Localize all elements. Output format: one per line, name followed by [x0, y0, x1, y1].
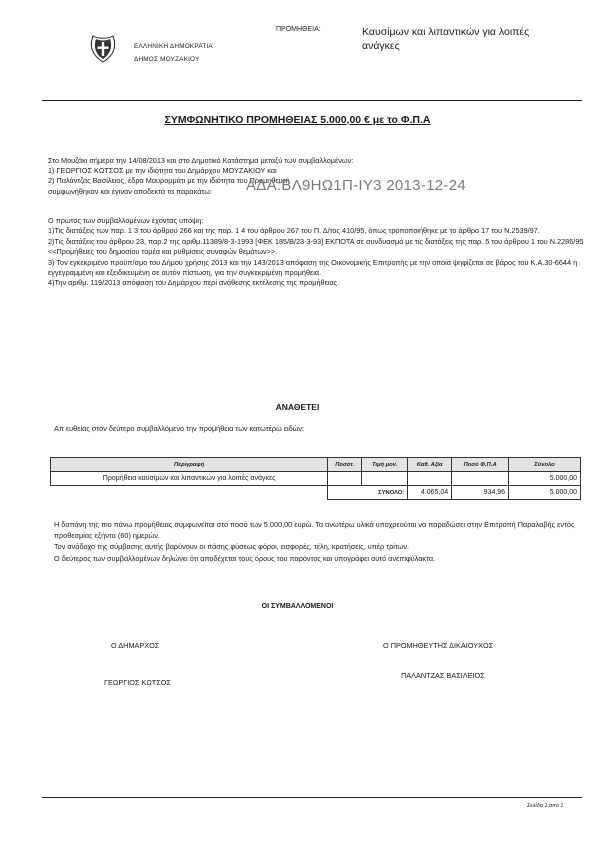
- item-unit-price: [362, 472, 408, 486]
- procurement-label: ΠΡΟΜΗΘΕΙΑ:: [276, 26, 321, 33]
- mayor-role: Ο ΔΗΜΑΡΧΟΣ: [111, 641, 160, 650]
- terms-line: 1)Τις διατάξεις των παρ. 1 3 του άρθρου 266 και της παρ. 1 4 του άρθρου 267 του Π. Δ/τος 410/95, όπως τροποποιήθηκε με το άρθρο 17 του Ν.2539/97.: [48, 226, 540, 236]
- terms-line: 3) Τον εγκεκριμένο προϋπ/σμο του Δήμου χρήσης 2013 και την 143/2013 απόφαση της Οικονομικής Επιτροπής με την οποία ψηφίζεται σε βάρος του Κ.Α.30-6644 η εγγεγραμμένη και εξειδικευμένη σε αυτόν πίστωση, για την συγκεκριμένη προμήθεια.: [48, 257, 578, 278]
- supplier-role: Ο ΠΡΟΜΗΘΕΥΤΗΣ ΔΙΚΑΙΟΥΧΟΣ: [383, 641, 494, 650]
- item-vat: [452, 472, 509, 486]
- item-total: 5.000,00: [509, 472, 581, 486]
- closing-line: Τον ανάδοχο της σύμβασης αυτής βαρύνουν οι πάσης φύσεως φόροι, εισφορές, τέλη, κρατήσεις, υπέρ τρίτων.: [54, 542, 410, 552]
- org-line-1: ΕΛΛΗΝΙΚΗ ΔΗΜΟΚΡΑΤΙΑ: [134, 43, 213, 50]
- totals-label: ΣΥΝΟΛΟ:: [328, 486, 408, 500]
- intro-line: συμφωνήθηκαν και έγιναν αποδεκτά τα παρακάτω:: [48, 186, 212, 196]
- mayor-name: ΓΕΩΡΓΙΟΣ ΚΩΤΣΟΣ: [104, 678, 171, 687]
- column-header: Περιγραφή: [51, 458, 328, 472]
- document-title: ΣΥΜΦΩΝΗΤΙΚΟ ΠΡΟΜΗΘΕΙΑΣ 5.000,00 € με το Φ.Π.Α: [164, 114, 431, 126]
- closing-line: Η δαπάνη της πιο πάνω προμήθειας συμφωνείται στο ποσό των 5.000,00 ευρώ. Τα ανωτέρω υλικά υποχρεούται να παραδώσει στην Επιτροπή Παραλαβής εντός προθεσμίας εξήντα (60) ημερών.: [54, 520, 575, 541]
- totals-net: 4.065,04: [408, 486, 452, 500]
- item-net: [408, 472, 452, 486]
- totals-total: 5.000,00: [509, 486, 581, 500]
- organization-name: [134, 40, 213, 66]
- parties-heading: ΟΙ ΣΥΜΒΑΛΛΟΜΕΝΟΙ: [261, 603, 334, 610]
- column-header: Ποσότ.: [328, 458, 362, 472]
- assigns-text: Απ ευθείας στον δεύτερο συμβαλλόμενο την προμήθεια των κατωτέρω ειδών:: [54, 424, 305, 433]
- table-totals-row: [51, 486, 581, 500]
- intro-line: 1) ΓΕΩΡΓΙΟΣ ΚΩΤΣΟΣ με την ιδιότητα του Δημάρχου ΜΟΥΖΑΚΙΟΥ και: [48, 166, 277, 176]
- table-row: [51, 472, 581, 486]
- closing-line: Ο δεύτερος των συμβαλλομένων δηλώνει ότι αποδέχεται τους όρους του παρόντος και υπογράφει αυτό ανεπιφύλακτα.: [54, 553, 436, 563]
- column-header: Τιμή μον.: [362, 458, 408, 472]
- footer-divider: [42, 797, 582, 798]
- item-description: Προμήθεια καυσίμων και λιπαντικών για λοιπές ανάγκες: [51, 472, 328, 486]
- terms-line: Ο πρώτος των συμβαλλομένων έχοντας υπόψη:: [48, 216, 204, 225]
- org-line-2: ΔΗΜΟΣ ΜΟΥΖΑΚΙΟΥ: [134, 56, 200, 63]
- header-divider: [42, 100, 582, 101]
- items-table: [50, 457, 581, 500]
- terms-line: 4)Την αριθμ. 119/2013 απόφαση του Δημάρχου περί ανάθεσης εκτέλεσης της προμήθειας.: [48, 278, 340, 288]
- greek-coat-of-arms-icon: [88, 34, 118, 64]
- page-number: Σελίδα 1 από 1: [527, 803, 564, 809]
- column-header: Καθ. Αξία: [408, 458, 452, 472]
- table-header-row: [51, 458, 581, 472]
- intro-line: 2) Παλάντζας Βασίλειος, έδρα Μαυρομμάτι με την ιδιότητα του Προμηθευτή: [48, 176, 290, 186]
- procurement-value: Καυσίμων και λιπαντικών για λοιπές ανάγκες: [362, 26, 530, 52]
- closing-section: [54, 519, 584, 564]
- assigns-heading: ΑΝΑΘΕΤΕΙ: [275, 402, 320, 412]
- terms-section: [48, 216, 588, 289]
- supplier-name: ΠΑΛΑΝΤΖΑΣ ΒΑΣΙΛΕΙΟΣ: [401, 671, 485, 680]
- column-header: Σύνολο: [509, 458, 581, 472]
- intro-line: Στο Μουζάκι σήμερα την 14/08/2013 και στο Δημοτικό Κατάστημα μεταξύ των συμβαλλομένων:: [48, 156, 354, 165]
- column-header: Ποσό Φ.Π.Α: [452, 458, 509, 472]
- watermark-stamp: ΑΔΑ:ΒΛ9ΗΩ1Π-ΙΥ3 2013-12-24: [246, 177, 466, 194]
- terms-line: 2)Τις διατάξεις του άρθρου 23, παρ.2 της αριθμ.11389/8-3-1993 [ΦΕΚ 185/Β/23-3-93] ΕΚΠΟΤΑ σε συνδυασμό με τις διατάξεις της παρ. 5 του άρθρου 1 του Ν.2286/95 <<Προμήθειες του δημοσίου τομέα και ρυθμίσεις συναφών θεμάτων>>.: [48, 236, 584, 257]
- item-quantity: [328, 472, 362, 486]
- totals-vat: 934,96: [452, 486, 509, 500]
